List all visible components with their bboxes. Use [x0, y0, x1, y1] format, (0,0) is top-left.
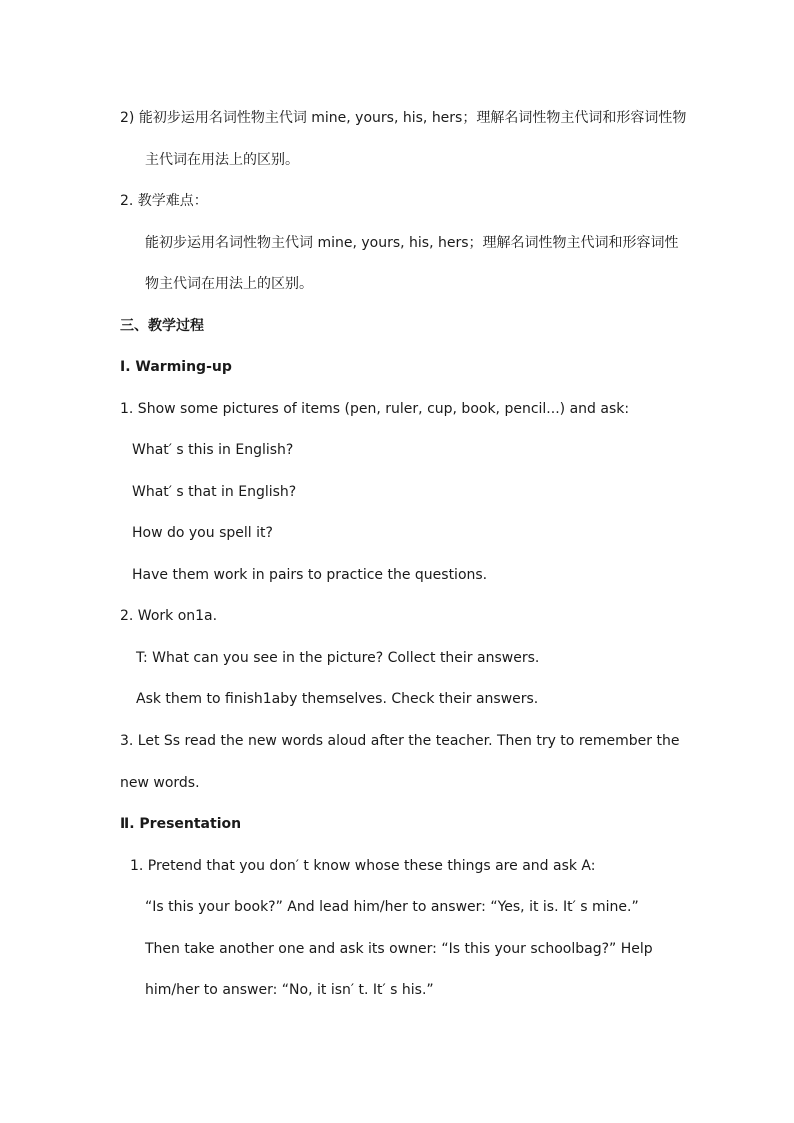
objective-2-line-1: 2) 能初步运用名词性物主代词 mine, yours, his, hers；理解名词性物主代词和形容词性物 [120, 110, 687, 126]
warming-up-step-3-line-1: 3. Let Ss read the new words aloud after the teacher. Then try to remember the [120, 733, 680, 749]
question-that: What′ s that in English? [132, 484, 297, 500]
teaching-difficulty-heading: 2. 教学难点： [120, 193, 208, 209]
warming-up-step-2: 2. Work on1a. [120, 608, 218, 624]
pair-practice: Have them work in pairs to practice the questions. [132, 567, 488, 583]
dialogue-line-2: Then take another one and ask its owner: “Is this your schoolbag?” Help [145, 941, 653, 957]
question-spell: How do you spell it? [132, 525, 273, 541]
teaching-process-heading: 三、教学过程 [120, 318, 204, 334]
step-2-teacher-question: T: What can you see in the picture? Collect their answers. [136, 650, 540, 666]
teaching-difficulty-line-1: 能初步运用名词性物主代词 mine, yours, his, hers；理解名词性物主代词和形容词性 [145, 235, 679, 251]
presentation-heading: Ⅱ. Presentation [120, 816, 242, 832]
presentation-step-1: 1. Pretend that you don′ t know whose these things are and ask A: [130, 858, 596, 874]
warming-up-step-1: 1. Show some pictures of items (pen, ruler, cup, book, pencil...) and ask: [120, 401, 630, 417]
objective-2-line-2: 主代词在用法上的区别。 [145, 152, 299, 168]
question-this: What′ s this in English? [132, 442, 294, 458]
warming-up-heading: Ⅰ. Warming-up [120, 359, 232, 375]
dialogue-line-1: “Is this your book?” And lead him/her to answer: “Yes, it is. It′ s mine.” [145, 899, 639, 915]
step-2-finish-task: Ask them to finish1aby themselves. Check their answers. [136, 691, 539, 707]
warming-up-step-3-line-2: new words. [120, 775, 200, 791]
teaching-difficulty-line-2: 物主代词在用法上的区别。 [145, 276, 313, 292]
dialogue-line-3: him/her to answer: “No, it isn′ t. It′ s his.” [145, 982, 434, 998]
